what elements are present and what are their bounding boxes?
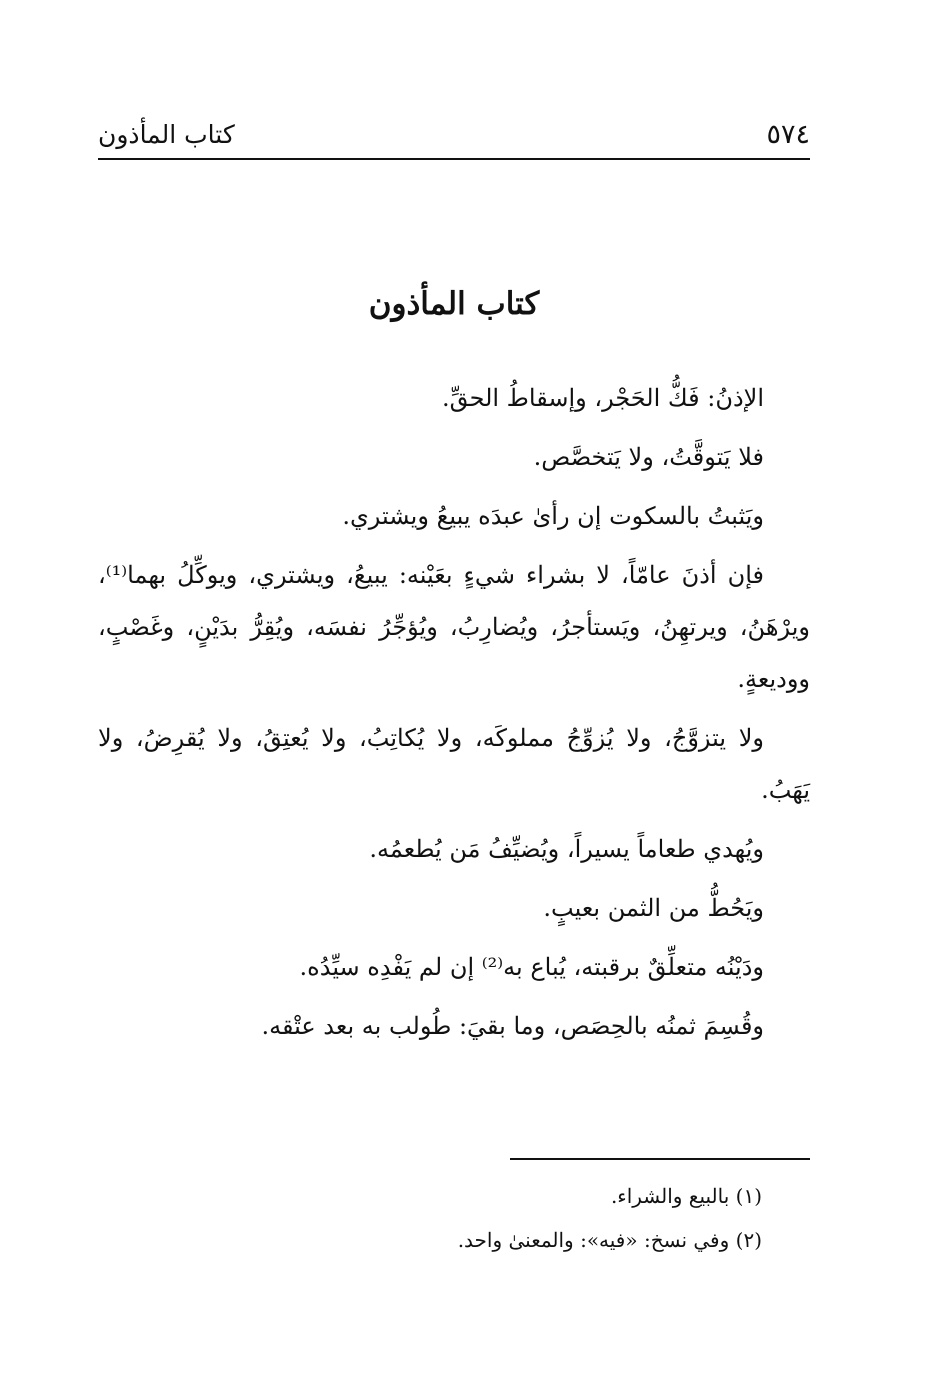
paragraph-price-reduction: ويَحُطُّ من الثمن بعيبٍ.: [543, 894, 764, 922]
footnote-rule: [510, 1158, 810, 1160]
paragraph-silence: ويَثبتُ بالسكوت إن رأىٰ عبدَه يبيعُ ويشتري.: [342, 502, 764, 530]
header-rule: [98, 158, 810, 160]
paragraph-definition: الإذنُ: فَكُّ الحَجْر، وإسقاطُ الحقِّ.: [441, 384, 764, 412]
page-header: [98, 118, 810, 156]
footnotes: [98, 1176, 810, 1264]
paragraph-no-time-limit: فلا يَتوقَّتُ، ولا يَتخصَّص.: [533, 443, 764, 471]
paragraph-division: وقُسِمَ ثمنُه بالحِصَص، وما بقيَ: طُولب به بعد عتْقه.: [261, 1012, 764, 1040]
paragraph-prohibitions: ولا يتزوَّجُ، ولا يُزوِّجُ مملوكَه، ولا يُكاتِبُ، ولا يُعتِقُ، ولا يُقرِضُ، ولا يَهَبُ.: [98, 724, 810, 804]
footnote-1: (١) بالبيع والشراء.: [610, 1184, 762, 1208]
page-number: ٥٧٤: [766, 119, 810, 150]
running-title: كتاب المأذون: [98, 120, 235, 149]
footnote-2: (٢) وفي نسخ: «فيه»: والمعنىٰ واحد.: [457, 1228, 762, 1252]
body-text: [98, 372, 810, 1059]
chapter-title: كتاب المأذون: [368, 286, 540, 322]
paragraph-gifts: ويُهدي طعاماً يسيراً، ويُضيِّفُ مَن يُطعمُه.: [369, 835, 764, 863]
paragraph-general-permission: فإن أذنَ عامّاً، لا بشراء شيءٍ بعَيْنه: يبيعُ، ويشتري، ويوكِّلُ بهما⁽¹⁾، ويرْهَنُ، ويرتهِنُ، ويَستأجرُ، ويُضارِبُ، ويُؤجِّرُ نفسَه، ويُقِرُّ بدَيْنٍ، وغَصْبٍ، ووديعةٍ.: [98, 561, 810, 693]
paragraph-debt: ودَيْنُه متعلِّقٌ برقبته، يُباع به⁽²⁾ إن لم يَفْدِه سيِّدُه.: [299, 953, 764, 981]
